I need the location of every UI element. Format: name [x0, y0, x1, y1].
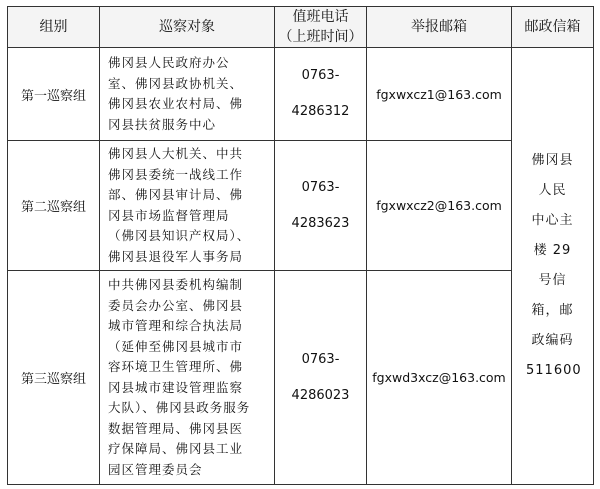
phone-area-code: 0763-: [301, 179, 340, 195]
target-line: （佛冈县知识产权局）、: [108, 228, 251, 243]
email-cell: fgxwxcz1@163.com: [367, 48, 512, 141]
target-line: 疗保障局、佛冈县工业: [108, 441, 244, 456]
phone-cell: [275, 271, 367, 485]
target-line: 中共佛冈县委机构编制: [108, 277, 244, 292]
targets-cell: [100, 141, 275, 271]
group-cell: 第一巡察组: [8, 48, 100, 141]
target-line: 冈县扶贫服务中心: [108, 116, 217, 132]
target-line: 佛冈县退役军人事务局: [108, 248, 244, 264]
header-phone: [275, 7, 367, 48]
target-line: 委员会办公室、佛冈县: [108, 297, 244, 313]
phone-area-code: 0763-: [301, 351, 340, 367]
email-cell: fgxwxcz2@163.com: [367, 141, 512, 271]
table-row: [8, 141, 594, 271]
target-line: 冈县市场监督管理局: [108, 207, 230, 223]
phone-number: 4283623: [291, 215, 350, 231]
header-mail: 邮政信箱: [512, 7, 594, 48]
target-line: 佛冈县人民政府办公: [108, 55, 230, 70]
group-cell: 第三巡察组: [8, 271, 100, 485]
phone-cell: [275, 48, 367, 141]
target-line: 佛冈县人大机关、中共: [108, 146, 244, 161]
header-phone-line2: （上班时间）: [278, 29, 363, 45]
header-group: 组别: [8, 7, 100, 48]
phone-area-code: 0763-: [301, 68, 340, 83]
target-line: 室、佛冈县政协机关、: [108, 75, 244, 91]
target-line: 园区管理委员会: [108, 461, 203, 477]
phone-number: 4286312: [291, 104, 350, 119]
target-line: 大队）、佛冈县政务服务: [108, 400, 251, 415]
target-line: 数据管理局、佛冈县医: [108, 420, 244, 436]
phone-number: 4286023: [291, 387, 350, 403]
header-phone-line1: 值班电话: [292, 9, 349, 25]
targets-cell: [100, 48, 275, 141]
group-cell: 第二巡察组: [8, 141, 100, 271]
target-line: （延伸至佛冈县城市市: [108, 338, 244, 354]
targets-cell: [100, 271, 275, 485]
table-row: [8, 48, 594, 141]
target-line: 容环境卫生管理所、佛: [108, 359, 244, 374]
mail-line: 政编码: [531, 333, 574, 348]
table-row: [8, 271, 594, 485]
target-line: 部、佛冈县审计局、佛: [108, 187, 244, 202]
header-row: [8, 7, 594, 48]
phone-cell: [275, 141, 367, 271]
mail-line: 中心主楼 29: [531, 213, 574, 258]
target-line: 佛冈县委统一战线工作: [108, 166, 244, 182]
header-targets: 巡察对象: [100, 7, 275, 48]
mail-line: 号信箱，邮: [531, 273, 574, 318]
mail-box-cell: [512, 48, 594, 485]
mail-line: 佛冈县人民: [531, 153, 574, 198]
header-email: 举报邮箱: [367, 7, 512, 48]
email-cell: fgxwd3xcz@163.com: [367, 271, 512, 485]
target-line: 佛冈县农业农村局、佛: [108, 96, 244, 111]
target-line: 冈县城市建设管理监察: [108, 379, 244, 395]
target-line: 城市管理和综合执法局: [108, 318, 244, 333]
mail-line: 511600: [526, 363, 582, 378]
inspection-contact-table: [7, 6, 594, 485]
